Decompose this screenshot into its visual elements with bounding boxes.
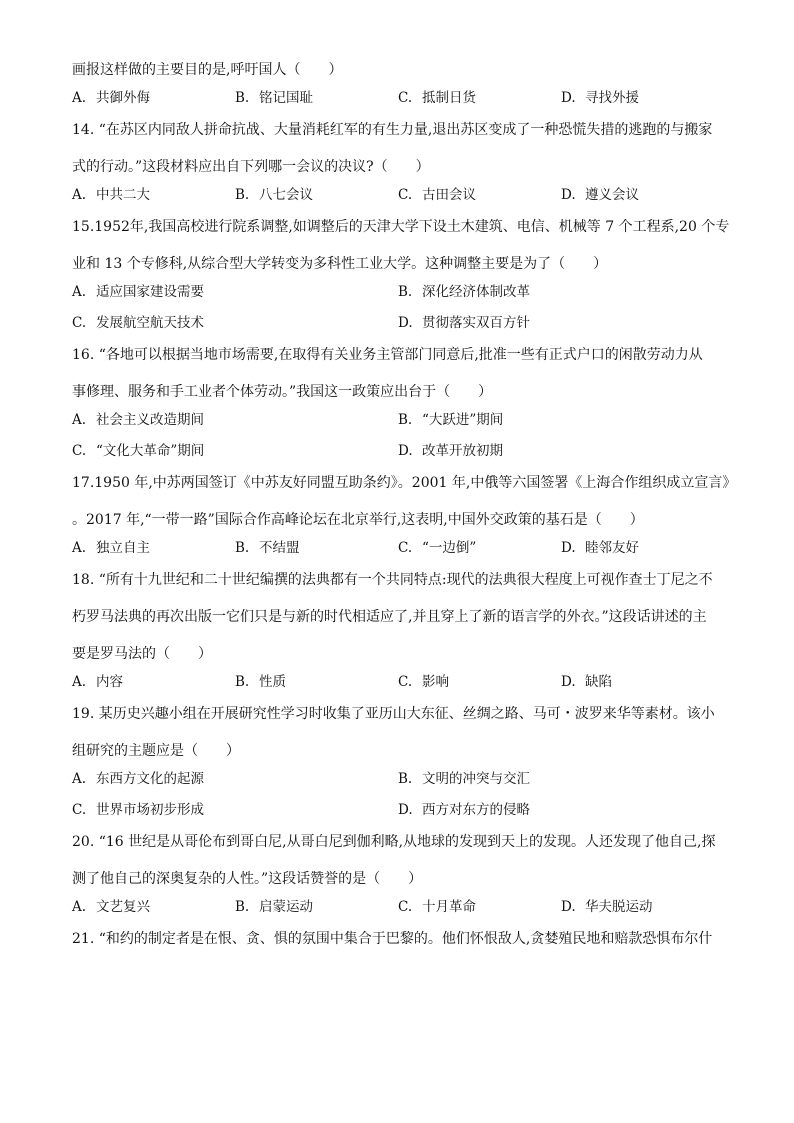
option-letter: A. <box>72 187 87 203</box>
question-block <box>72 60 724 108</box>
answer-option <box>398 769 724 789</box>
question-stem <box>72 570 724 664</box>
question-block <box>72 704 724 820</box>
question-text-line: 组研究的主题应是（ ） <box>72 743 240 759</box>
option-text: 文艺复兴 <box>96 899 150 915</box>
option-letter: B. <box>235 540 250 556</box>
question-text-line: 14. “在苏区内同敌人拼命抗战、大量消耗红军的有生力量,退出苏区变成了一种恐慌失措的逃跑的与搬家 <box>72 122 713 138</box>
option-text: 共御外侮 <box>96 90 150 106</box>
answer-option <box>398 672 561 692</box>
option-text: 抵制日货 <box>422 90 476 106</box>
answer-option <box>561 185 724 205</box>
option-text: “大跃进”期间 <box>422 412 504 428</box>
question-text-line: 18. “所有十九世纪和二十世纪编撰的法典都有一个共同特点:现代的法典很大程度上可视作查士丁尼之不 <box>72 572 713 588</box>
option-text: 遵义会议 <box>585 187 639 203</box>
option-letter: C. <box>398 90 413 106</box>
option-letter: D. <box>398 802 413 818</box>
answer-option <box>561 897 724 917</box>
answer-option <box>72 441 398 461</box>
options-row <box>72 410 724 461</box>
option-text: 缺陷 <box>585 674 612 690</box>
option-text: “一边倒” <box>422 540 477 556</box>
option-letter: C. <box>398 674 413 690</box>
option-letter: A. <box>72 771 87 787</box>
option-letter: C. <box>398 899 413 915</box>
answer-option <box>72 800 398 820</box>
options-row <box>72 88 724 108</box>
option-letter: D. <box>561 90 576 106</box>
option-text: 不结盟 <box>259 540 300 556</box>
option-text: 适应国家建设需要 <box>96 284 204 300</box>
answer-option <box>72 185 235 205</box>
question-stem <box>72 60 724 80</box>
answer-option <box>235 897 398 917</box>
option-text: “文化大革命”期间 <box>96 443 205 459</box>
answer-option <box>561 88 724 108</box>
answer-option <box>235 538 398 558</box>
option-text: 内容 <box>96 674 123 690</box>
option-text: 文明的冲突与交汇 <box>422 771 530 787</box>
option-text: 社会主义改造期间 <box>96 412 204 428</box>
option-letter: D. <box>398 443 413 459</box>
options-row <box>72 769 724 820</box>
option-text: 东西方文化的起源 <box>96 771 204 787</box>
option-text: 改革开放初期 <box>422 443 503 459</box>
options-row <box>72 282 724 333</box>
question-text-line: 画报这样做的主要目的是,呼吁国人（ ） <box>72 62 343 78</box>
answer-option <box>398 897 561 917</box>
question-block <box>72 217 730 333</box>
option-text: 铭记国耻 <box>259 90 313 106</box>
options-row <box>72 538 724 558</box>
answer-option <box>561 538 724 558</box>
question-block <box>72 832 724 917</box>
option-letter: C. <box>72 802 87 818</box>
answer-option <box>398 88 561 108</box>
question-text-line: 16. “各地可以根据当地市场需要,在取得有关业务主管部门同意后,批准一些有正式户口的闲散劳动力从 <box>72 347 703 363</box>
answer-option <box>398 441 724 461</box>
answer-option <box>72 313 398 333</box>
option-text: 独立自主 <box>96 540 150 556</box>
question-text-line: 15.1952年,我国高校进行院系调整,如调整后的天津大学下设土木建筑、电信、机械等 7 个工程系,20 个专 <box>72 219 730 235</box>
option-letter: C. <box>398 187 413 203</box>
option-text: 贯彻落实双百方针 <box>422 315 530 331</box>
options-row <box>72 897 724 917</box>
answer-option <box>72 672 235 692</box>
answer-option <box>398 185 561 205</box>
option-text: 十月革命 <box>422 899 476 915</box>
question-stem <box>72 345 724 402</box>
question-text-line: 测了他自己的深奥复杂的人性。”这段话赞誉的是（ ） <box>72 871 423 887</box>
option-text: 发展航空航天技术 <box>96 315 204 331</box>
question-stem <box>72 473 737 530</box>
option-letter: B. <box>398 284 413 300</box>
option-text: 性质 <box>259 674 286 690</box>
question-text-line: 式的行动。”这段材料应出自下列哪一会议的决议?（ ） <box>72 159 430 175</box>
option-letter: D. <box>561 899 576 915</box>
answer-option <box>72 88 235 108</box>
option-text: 中共二大 <box>96 187 150 203</box>
question-text-line: 业和 13 个专修科,从综合型大学转变为多科性工业大学。这种调整主要是为了（ ） <box>72 256 608 272</box>
question-text-line: 。2017 年,“一带一路”国际合作高峰论坛在北京举行,这表明,中国外交政策的基石是（ ） <box>72 512 644 528</box>
option-letter: A. <box>72 90 87 106</box>
option-letter: C. <box>72 315 87 331</box>
question-stem <box>72 832 724 889</box>
question-text-line: 19. 某历史兴趣小组在开展研究性学习时收集了亚历山大东征、丝绸之路、马可・波罗来华等素材。该小 <box>72 706 715 722</box>
option-letter: A. <box>72 284 87 300</box>
options-row <box>72 185 724 205</box>
option-text: 寻找外援 <box>585 90 639 106</box>
option-letter: B. <box>235 187 250 203</box>
option-letter: D. <box>561 187 576 203</box>
option-letter: A. <box>72 412 87 428</box>
question-block <box>72 929 724 949</box>
question-block <box>72 570 724 692</box>
question-stem <box>72 929 724 949</box>
option-text: 华夫脱运动 <box>585 899 653 915</box>
question-text-line: 20. “16 世纪是从哥伦布到哥白尼,从哥白尼到伽利略,从地球的发现到天上的发现。人还发现了他自己,探 <box>72 834 716 850</box>
options-row <box>72 672 724 692</box>
exam-page <box>72 60 737 957</box>
option-letter: B. <box>398 771 413 787</box>
option-text: 影响 <box>422 674 449 690</box>
answer-option <box>235 672 398 692</box>
answer-option <box>398 282 724 302</box>
question-block <box>72 120 724 205</box>
question-text-line: 21. “和约的制定者是在恨、贪、惧的氛围中集合于巴黎的。他们怀恨敌人,贪婪殖民地和赔款恐惧布尔什 <box>72 931 713 947</box>
question-block <box>72 473 737 558</box>
question-block <box>72 345 724 461</box>
option-text: 启蒙运动 <box>259 899 313 915</box>
answer-option <box>72 897 235 917</box>
question-stem <box>72 704 724 761</box>
question-text-line: 要是罗马法的（ ） <box>72 646 212 662</box>
question-text-line: 17.1950 年,中苏两国签订《中苏友好同盟互助条约》。2001 年,中俄等六国签署《上海合作组织成立宣言》 <box>72 475 737 491</box>
answer-option <box>398 313 724 333</box>
option-letter: B. <box>235 674 250 690</box>
option-text: 八七会议 <box>259 187 313 203</box>
question-stem <box>72 120 724 177</box>
answer-option <box>72 538 235 558</box>
answer-option <box>561 672 724 692</box>
question-stem <box>72 217 730 274</box>
option-text: 古田会议 <box>422 187 476 203</box>
answer-option <box>72 282 398 302</box>
question-text-line: 事修理、服务和手工业者个体劳动。”我国这一政策应出台于（ ） <box>72 384 493 400</box>
option-letter: D. <box>561 674 576 690</box>
answer-option <box>72 410 398 430</box>
option-text: 深化经济体制改革 <box>422 284 530 300</box>
option-letter: D. <box>398 315 413 331</box>
answer-option <box>235 88 398 108</box>
answer-option <box>398 800 724 820</box>
option-letter: A. <box>72 899 87 915</box>
option-letter: A. <box>72 540 87 556</box>
option-letter: C. <box>72 443 87 459</box>
answer-option <box>398 538 561 558</box>
option-text: 世界市场初步形成 <box>96 802 204 818</box>
option-text: 睦邻友好 <box>585 540 639 556</box>
answer-option <box>398 410 724 430</box>
answer-option <box>235 185 398 205</box>
answer-option <box>72 769 398 789</box>
question-text-line: 朽罗马法典的再次出版一它们只是与新的时代相适应了,并且穿上了新的语言学的外衣。”这段话讲述的主 <box>72 609 707 625</box>
option-text: 西方对东方的侵略 <box>422 802 530 818</box>
option-letter: C. <box>398 540 413 556</box>
option-letter: D. <box>561 540 576 556</box>
option-letter: B. <box>398 412 413 428</box>
option-letter: B. <box>235 899 250 915</box>
option-letter: B. <box>235 90 250 106</box>
option-letter: A. <box>72 674 87 690</box>
